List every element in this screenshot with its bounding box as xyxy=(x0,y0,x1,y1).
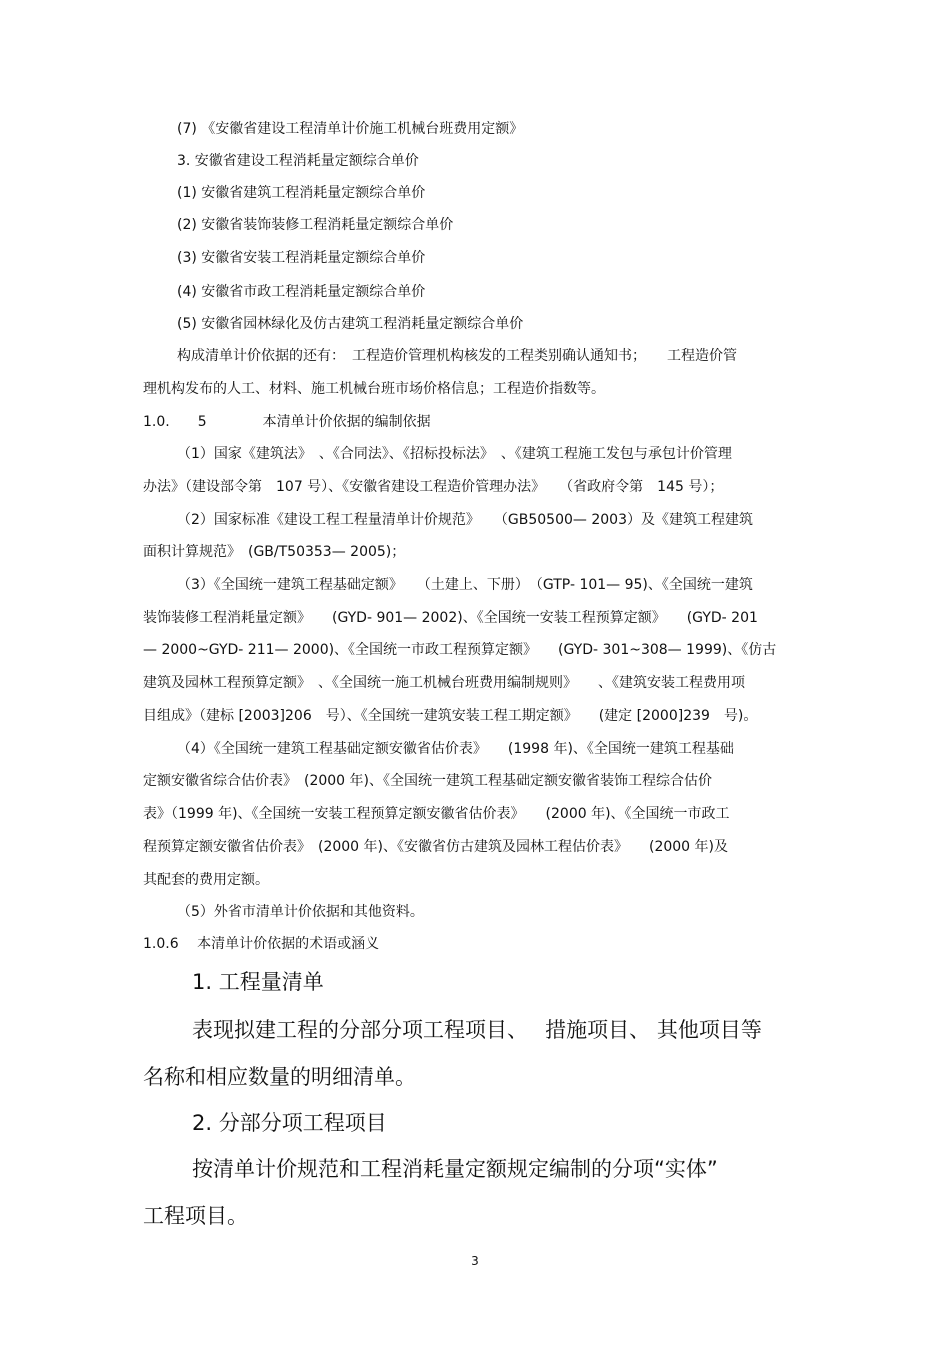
text-line: 其配套的费用定额。 xyxy=(143,872,269,888)
definition-line: 表现拟建工程的分部分项工程项目、 措施项目、 其他项目等 xyxy=(192,1018,762,1042)
text-line: (1) 安徽省建筑工程消耗量定额综合单价 xyxy=(177,185,426,201)
text-line: 构成清单计价依据的还有： 工程造价管理机构核发的工程类别确认通知书； 工程造价管 xyxy=(177,348,737,364)
text-line: 面积计算规范》 (GB/T50353— 2005)； xyxy=(143,544,406,560)
text-line: （3）《全国统一建筑工程基础定额》 （土建上、下册） （GTP- 101— 95)、《全国统一建筑 xyxy=(177,577,753,593)
text-line: 表》（1999 年)、《全国统一安装工程预算定额安徽省估价表》 (2000 年)、《全国统一市政工 xyxy=(143,806,730,822)
text-line: （4）《全国统一建筑工程基础定额安徽省估价表》 (1998 年)、《全国统一建筑工程基础 xyxy=(177,741,734,757)
text-line: 定额安徽省综合估价表》 (2000 年)、《全国统一建筑工程基础定额安徽省装饰工程综合估价 xyxy=(143,773,713,789)
definition-line: 按清单计价规范和工程消耗量定额规定编制的分项“实体” xyxy=(192,1157,718,1181)
term-heading: 1. 工程量清单 xyxy=(192,970,324,994)
text-line: 3. 安徽省建设工程消耗量定额综合单价 xyxy=(177,153,419,169)
section-heading: 1.0.6 本清单计价依据的术语或涵义 xyxy=(143,936,380,952)
section-heading: 1.0. 5 本清单计价依据的编制依据 xyxy=(143,414,431,430)
text-line: (2) 安徽省装饰装修工程消耗量定额综合单价 xyxy=(177,217,454,233)
text-line: 程预算定额安徽省估价表》 (2000 年)、《安徽省仿古建筑及园林工程估价表》 (2000 年)及 xyxy=(143,839,729,855)
text-line: （5）外省市清单计价依据和其他资料。 xyxy=(177,904,424,920)
text-line: (7) 《安徽省建设工程清单计价施工机械台班费用定额》 xyxy=(177,121,524,137)
text-line: — 2000~GYD- 211— 2000)、《全国统一市政工程预算定额》 (GYD- 301~308— 1999)、《仿古 xyxy=(143,642,777,658)
text-line: （2）国家标准《建设工程工程量清单计价规范》 （GB50500— 2003）及《建筑工程建筑 xyxy=(177,512,753,528)
text-line: 装饰装修工程消耗量定额》 (GYD- 901— 2002)、《全国统一安装工程预算定额》 (GYD- 201 xyxy=(143,610,758,626)
definition-line: 名称和相应数量的明细清单。 xyxy=(143,1065,416,1089)
text-line: 建筑及园林工程预算定额》 、《全国统一施工机械台班费用编制规则》 、《建筑安装工程费用项 xyxy=(143,675,745,691)
text-line: 理机构发布的人工、材料、施工机械台班市场价格信息；工程造价指数等。 xyxy=(143,381,605,397)
text-line: 目组成》（建标 [2003]206 号）、《全国统一建筑安装工程工期定额》 (建定 [2000]239 号)。 xyxy=(143,708,758,724)
definition-line: 工程项目。 xyxy=(143,1204,248,1228)
page-number: 3 xyxy=(471,1254,479,1268)
term-heading: 2. 分部分项工程项目 xyxy=(192,1111,387,1135)
text-line: (3) 安徽省安装工程消耗量定额综合单价 xyxy=(177,250,426,266)
text-line: （1）国家《建筑法》 、《合同法》、《招标投标法》 、《建筑工程施工发包与承包计价管理 xyxy=(177,446,732,462)
text-line: (4) 安徽省市政工程消耗量定额综合单价 xyxy=(177,284,426,300)
text-line: 办法》（建设部令第 107 号）、《安徽省建设工程造价管理办法》 （省政府令第 145 号）； xyxy=(143,479,724,495)
text-line: (5) 安徽省园林绿化及仿古建筑工程消耗量定额综合单价 xyxy=(177,316,524,332)
